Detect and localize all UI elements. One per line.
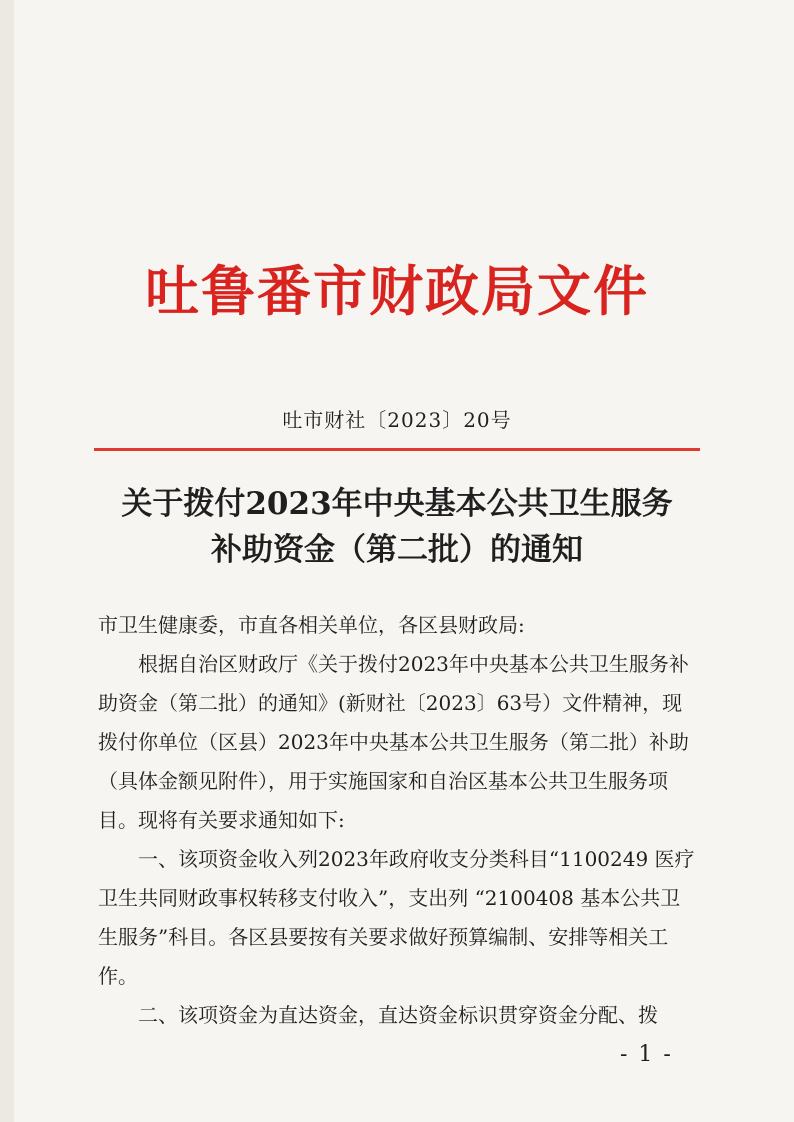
red-divider [94,448,700,451]
title-line-2: 补助资金（第二批）的通知 [211,532,583,568]
paragraph-1: 根据自治区财政厅《关于拨付2023年中央基本公共卫生服务补助资金（第二批）的通知》(新财社〔2023〕63号）文件精神，现拨付你单位（区县）2023年中央基本公共卫生服务（第二批）补助（具体金额见附件），用于实施国家和自治区基本公共卫生服务项目。现将有关要求通知如下: [98,652,689,832]
document-title [0,481,794,573]
title-line-1: 关于拨付2023年中央基本公共卫生服务 [121,486,673,522]
document-number: 吐市财社〔2023〕20号 [282,408,512,432]
paragraph-3: 二、该项资金为直达资金，直达资金标识贯穿资金分配、拨 [138,1003,658,1027]
issuer-header: 吐鲁番市财政局文件 [145,260,649,323]
page-number: - 1 - [620,1042,673,1067]
salutation: 市卫生健康委，市直各相关单位，各区县财政局: [98,613,525,637]
paragraph-2: 一、该项资金收入列2023年政府收支分类科目“1100249 医疗卫生共同财政事权转移支付收入”，支出列 “2100408 基本公共卫生服务”科目。各区县要按有关要求做好预算编制、安排等相关工作。 [98,847,695,988]
document-body [98,606,698,1035]
